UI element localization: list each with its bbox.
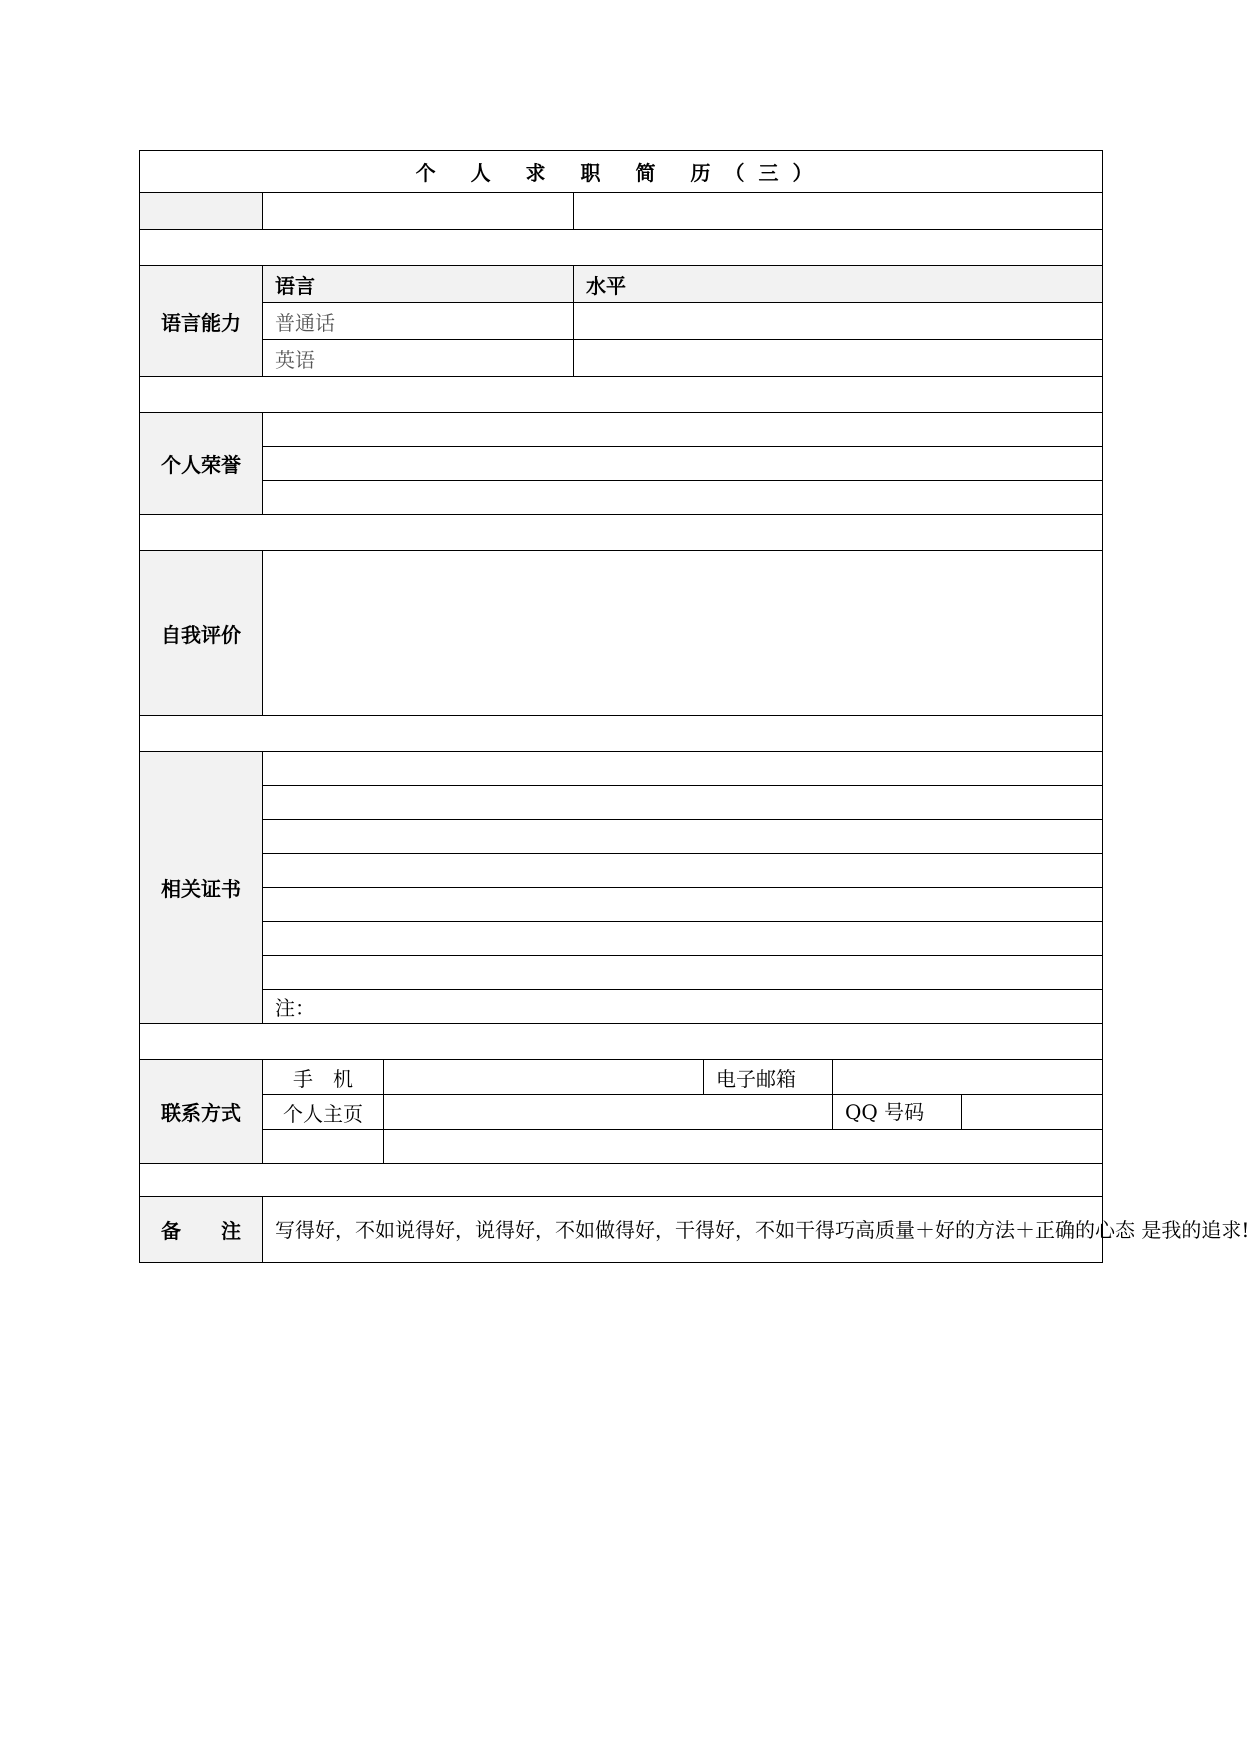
certificate-note-row [140,990,1103,1024]
contact-extra-label [263,1130,384,1164]
certificate-row [140,786,1103,820]
language-row [140,340,1103,377]
remarks-label: 备 注 [161,1219,241,1243]
honors-row [140,413,1103,447]
spacer-cell [140,1024,1103,1060]
certificate-entry[interactable] [263,888,1103,922]
certificate-note: 注： [263,990,1103,1024]
self-eval-row [140,551,1103,716]
contact-row [140,1060,1103,1095]
contact-section-label: 联系方式 [140,1060,263,1164]
certificate-entry[interactable] [263,922,1103,956]
title-row [140,151,1103,193]
spacer-row [140,377,1103,413]
self-eval-content[interactable] [263,551,1103,716]
spacer-row [140,230,1103,266]
language-level[interactable] [574,340,1103,377]
spacer-cell [140,716,1103,752]
certificate-entry[interactable] [263,786,1103,820]
qq-field[interactable] [962,1095,1102,1129]
remarks-section-label [140,1197,263,1263]
language-column-header: 语言 [263,266,574,303]
spacer-row [140,716,1103,752]
honors-entry[interactable] [263,413,1103,447]
info-value-cell[interactable] [263,193,574,230]
phone-field[interactable] [384,1060,704,1095]
certificate-row [140,752,1103,786]
homepage-label: 个人主页 [263,1095,384,1130]
language-name: 英语 [263,340,574,377]
language-name: 普通话 [263,303,574,340]
level-column-header: 水平 [574,266,1103,303]
contact-row [140,1130,1103,1164]
language-section-label: 语言能力 [140,266,263,377]
certificates-section-label: 相关证书 [140,752,263,1024]
certificate-entry[interactable] [263,956,1103,990]
certificate-entry[interactable] [263,854,1103,888]
language-level[interactable] [574,303,1103,340]
honors-section-label: 个人荣誉 [140,413,263,515]
certificate-row [140,854,1103,888]
spacer-cell [140,515,1103,551]
info-extra-cell[interactable] [574,193,1103,230]
language-header-row [140,266,1103,303]
honors-row [140,481,1103,515]
certificate-row [140,820,1103,854]
language-row [140,303,1103,340]
qq-label: QQ 号码 [833,1095,962,1129]
certificate-row [140,956,1103,990]
spacer-row [140,515,1103,551]
self-eval-section-label: 自我评价 [140,551,263,716]
spacer-row [140,1024,1103,1060]
contact-row [140,1095,1103,1130]
spacer-row [140,1164,1103,1197]
remarks-row [140,1197,1103,1263]
qq-cell [833,1095,1103,1130]
honors-entry[interactable] [263,447,1103,481]
qq-split [833,1095,1102,1129]
phone-label: 手 机 [263,1060,384,1095]
contact-extra-field[interactable] [384,1130,1103,1164]
spacer-cell [140,230,1103,266]
honors-entry[interactable] [263,481,1103,515]
email-label: 电子邮箱 [704,1060,833,1095]
info-row [140,193,1103,230]
certificate-row [140,888,1103,922]
email-field[interactable] [833,1060,1103,1095]
certificate-entry[interactable] [263,820,1103,854]
honors-row [140,447,1103,481]
spacer-cell [140,1164,1103,1197]
certificate-row [140,922,1103,956]
homepage-field[interactable] [384,1095,833,1130]
page-title: 个 人 求 职 简 历（三） [140,151,1103,193]
remarks-text: 写得好，不如说得好，说得好，不如做得好，干得好，不如干得巧高质量＋好的方法＋正确的心态 是我的追求! [263,1197,1103,1263]
resume-table [139,150,1249,1263]
info-label-cell [140,193,263,230]
certificate-entry[interactable] [263,752,1103,786]
spacer-cell [140,377,1103,413]
